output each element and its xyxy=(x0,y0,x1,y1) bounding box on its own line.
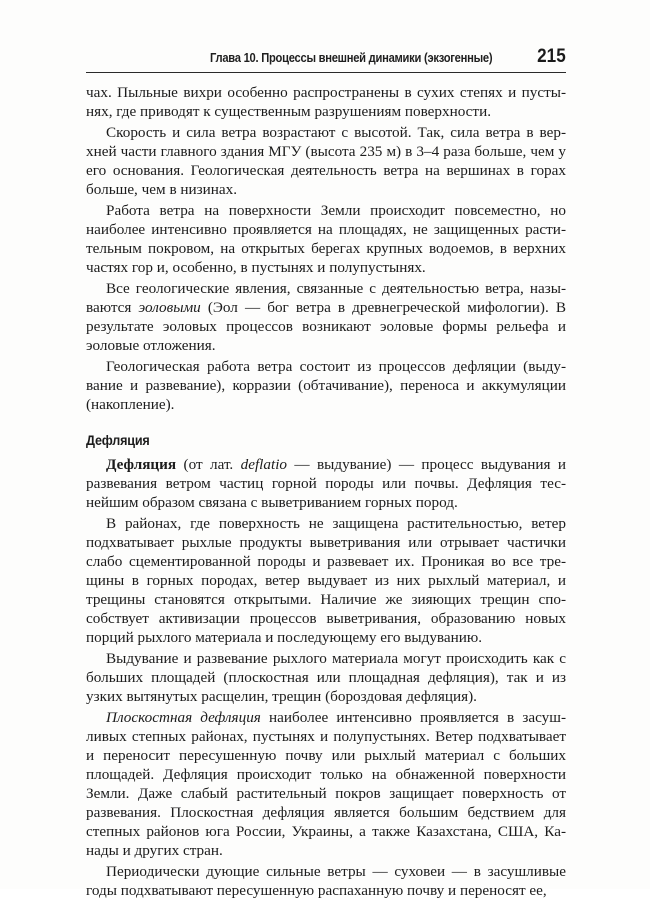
page-number: 215 xyxy=(537,46,566,67)
header-rule xyxy=(86,72,566,73)
emphasis-term: эоловыми xyxy=(138,299,201,316)
emphasis-term: Плоскостная дефляция xyxy=(106,709,261,726)
text-fragment: Все геологические явления, связанные с деятельностью ветра, называются xyxy=(86,280,566,316)
paragraph-aeolian xyxy=(86,279,566,355)
text-fragment: (Эол — бог ветра в древнегреческой мифологии). В результате эоловых процессов возникают эоловые формы рельефа и эоловые отложения. xyxy=(86,299,566,354)
text-fragment: (от лат. xyxy=(176,456,241,473)
page-body xyxy=(86,83,566,900)
running-head: Глава 10. Процессы внешней динамики (экзогенные) xyxy=(209,50,492,65)
paragraph-deflation-process: В районах, где поверхность не защищена растительностью, ветер подхватывает рыхлые продукты выветривания или отрывает частички слабо сцементированной породы и развевает их. Проникая во все трещины в горных породах, ветер выдувает из них рыхлый материал, и трещины становятся открытыми. Наличие же зияющих трещин способствует активизации процессов выветривания, образованию новых порций рыхлого материала и последующему его выдуванию. xyxy=(86,515,566,646)
text-fragment: — выдувание) — процесс выдувания и развевания ветром частиц горной породы или почвы. Дефляция теснейшим образом связана с выветриванием горных пород. xyxy=(86,456,566,511)
text-fragment: наиболее интенсивно проявляется в засушливых степных районах, пустынях и полупустынях. Ветер подхватывает и переносит пересушенную почву или рыхлый материал с больших площадей. Дефляция происходит только на обнаженной поверхности Земли. Даже слабый растительный покров защищает поверхность от развевания. Плоскостная дефляция является большим бедствием для степных районов юга России, Украины, а также Казахстана, США, Канады и других стран. xyxy=(86,709,566,859)
bold-term: Дефляция xyxy=(106,456,177,473)
section-heading: Дефляция xyxy=(86,432,150,448)
emphasis-term: deflatio xyxy=(240,456,288,473)
paragraph-geological-work: Геологическая работа ветра состоит из процессов дефляции (выдувание и развевание), корразии (обтачивание), переноса и аккумуляции (накопление). xyxy=(86,358,566,413)
paragraph-wind-speed: Скорость и сила ветра возрастают с высотой. Так, сила ветра в верхней части главного здания МГУ (высота 235 м) в 3–4 раза больше, чем у его основания. Геологическая деятельность ветра на вершинах в горах больше, чем в низинах. xyxy=(86,124,566,198)
page-header xyxy=(86,46,566,74)
paragraph-deflation-types: Выдувание и развевание рыхлого материала могут происходить как с больших площадей (плоскостная или площадная дефляция), так и из узких вытянутых расщелин, трещин (бороздовая дефляция). xyxy=(86,650,566,705)
paragraph-dry-winds: Периодически дующие сильные ветры — суховеи — в засушливые годы подхватывают пересушенную распаханную почву и переносят ее, xyxy=(86,863,566,899)
paragraph-wind-work: Работа ветра на поверхности Земли происходит повсеместно, но наиболее интенсивно проявляется на площадях, не защищенных растительным покровом, на открытых берегах крупных водоемов, в верхних частях гор и, особенно, в пустынях и полупустынях. xyxy=(86,202,566,276)
paragraph-continued: чах. Пыльные вихри особенно распространены в сухих степях и пустынях, где приводят к существенным разрушениям поверхности. xyxy=(86,84,566,120)
paragraph-plane-deflation xyxy=(86,708,566,860)
paragraph-deflation-definition xyxy=(86,455,566,512)
